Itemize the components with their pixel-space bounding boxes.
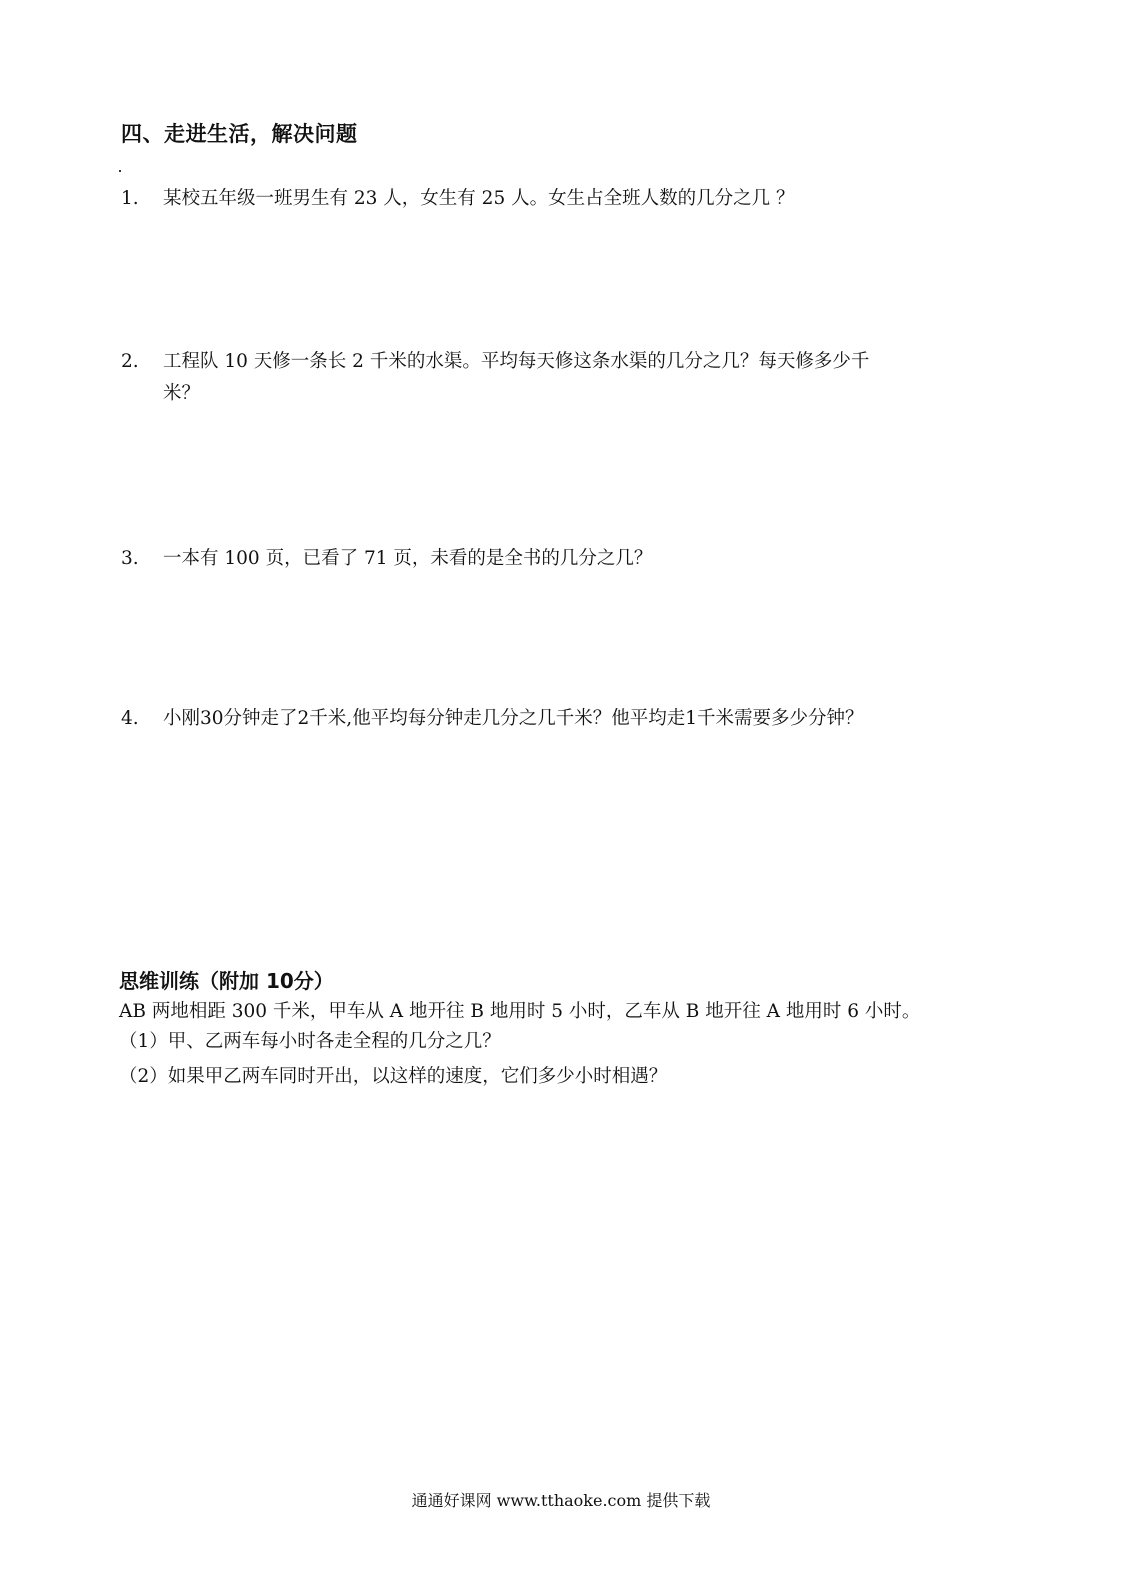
bonus-subquestion-2: （2）如果甲乙两车同时开出，以这样的速度，它们多少小时相遇？	[119, 1066, 668, 1087]
question-1	[121, 183, 1021, 215]
question-3	[121, 543, 1021, 575]
question-text: 一本有 100 页，已看了 71 页，未看的是全书的几分之几？	[163, 548, 653, 569]
question-text: 小刚30分钟走了2千米,他平均每分钟走几分之几千米？他平均走1千米需要多少分钟？	[163, 708, 864, 729]
question-number: 3.	[121, 548, 139, 569]
bonus-problem: AB 两地相距 300 千米，甲车从 A 地开往 B 地用时 5 小时，乙车从 B 地开往 A 地用时 6 小时。	[119, 1001, 921, 1022]
question-text: 某校五年级一班男生有 23 人，女生有 25 人。女生占全班人数的几分之几 ？	[163, 188, 795, 209]
question-number: 2.	[121, 351, 139, 372]
question-4	[121, 703, 1021, 735]
bonus-subquestion-1: （1）甲、乙两车每小时各走全程的几分之几？	[119, 1031, 501, 1052]
question-text-continued: 米？	[163, 383, 201, 404]
section-title: 四、走进生活，解决问题	[121, 122, 358, 146]
stray-dot	[119, 170, 121, 172]
question-2	[121, 346, 1021, 410]
bonus-title: 思维训练（附加 10分）	[119, 969, 334, 993]
footer-credit: 通通好课网 www.tthaoke.com 提供下载	[411, 1491, 711, 1510]
question-number: 1.	[121, 188, 139, 209]
question-number: 4.	[121, 708, 139, 729]
question-text: 工程队 10 天修一条长 2 千米的水渠。平均每天修这条水渠的几分之几？每天修多少千	[163, 351, 870, 372]
